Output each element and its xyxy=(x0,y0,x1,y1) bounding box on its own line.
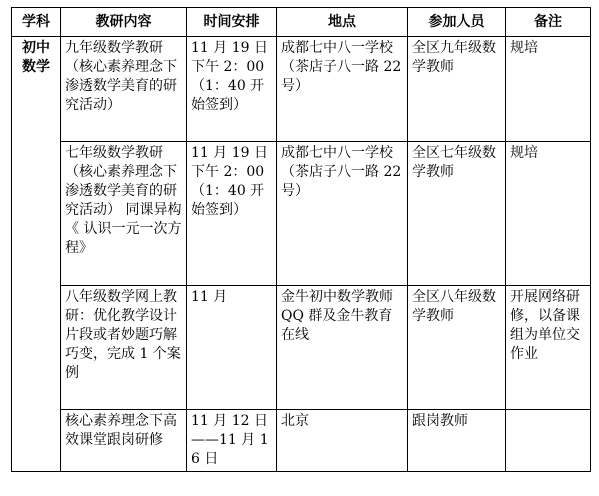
note-cell xyxy=(506,410,591,472)
header-participants: 参加人员 xyxy=(408,8,506,37)
participants-cell: 跟岗教师 xyxy=(408,410,506,472)
subject-cell xyxy=(12,37,61,472)
header-subject: 学科 xyxy=(12,8,61,37)
header-note: 备注 xyxy=(506,8,591,37)
place-cell: 成都七中八一学校 （茶店子八一路 22 号） xyxy=(277,142,408,286)
content-cell: 七年级数学教研（核心素养理念下渗透数学美育的研究活动） 同课异构《 认识一元一次方程》 xyxy=(61,142,187,286)
time-cell: 11 月 19 日下午 2：00（1：40 开始签到） xyxy=(187,142,277,286)
header-content: 教研内容 xyxy=(61,8,187,37)
content-cell: 八年级数学网上教研：优化教学设计片段或者妙题巧解巧变，完成 1 个案例 xyxy=(61,286,187,410)
note-cell: 开展网络研修，以备课组为单位交作业 xyxy=(506,286,591,410)
content-cell: 九年级数学教研（核心素养理念下渗透数学美育的研究活动） xyxy=(61,37,187,142)
participants-cell: 全区七年级数学教师 xyxy=(408,142,506,286)
note-cell: 规培 xyxy=(506,142,591,286)
table-row xyxy=(12,37,591,142)
table-row xyxy=(12,410,591,472)
participants-cell: 全区九年级数学教师 xyxy=(408,37,506,142)
subject-label: 初中 数学 xyxy=(22,40,50,75)
place-cell: 金牛初中数学教师 QQ 群及金牛教育在线 xyxy=(277,286,408,410)
table-row xyxy=(12,142,591,286)
place-cell: 北京 xyxy=(277,410,408,472)
schedule-table xyxy=(11,7,591,472)
place-cell: 成都七中八一学校 （茶店子八一路 22 号） xyxy=(277,37,408,142)
table-row xyxy=(12,286,591,410)
content-cell: 核心素养理念下高效课堂跟岗研修 xyxy=(61,410,187,472)
time-cell: 11 月 xyxy=(187,286,277,410)
note-cell: 规培 xyxy=(506,37,591,142)
header-place: 地点 xyxy=(277,8,408,37)
time-cell: 11 月 12 日——11 月 16 日 xyxy=(187,410,277,472)
header-time: 时间安排 xyxy=(187,8,277,37)
participants-cell: 全区八年级数学教师 xyxy=(408,286,506,410)
table-header-row xyxy=(12,8,591,37)
time-cell: 11 月 19 日下午 2：00（1：40 开始签到） xyxy=(187,37,277,142)
